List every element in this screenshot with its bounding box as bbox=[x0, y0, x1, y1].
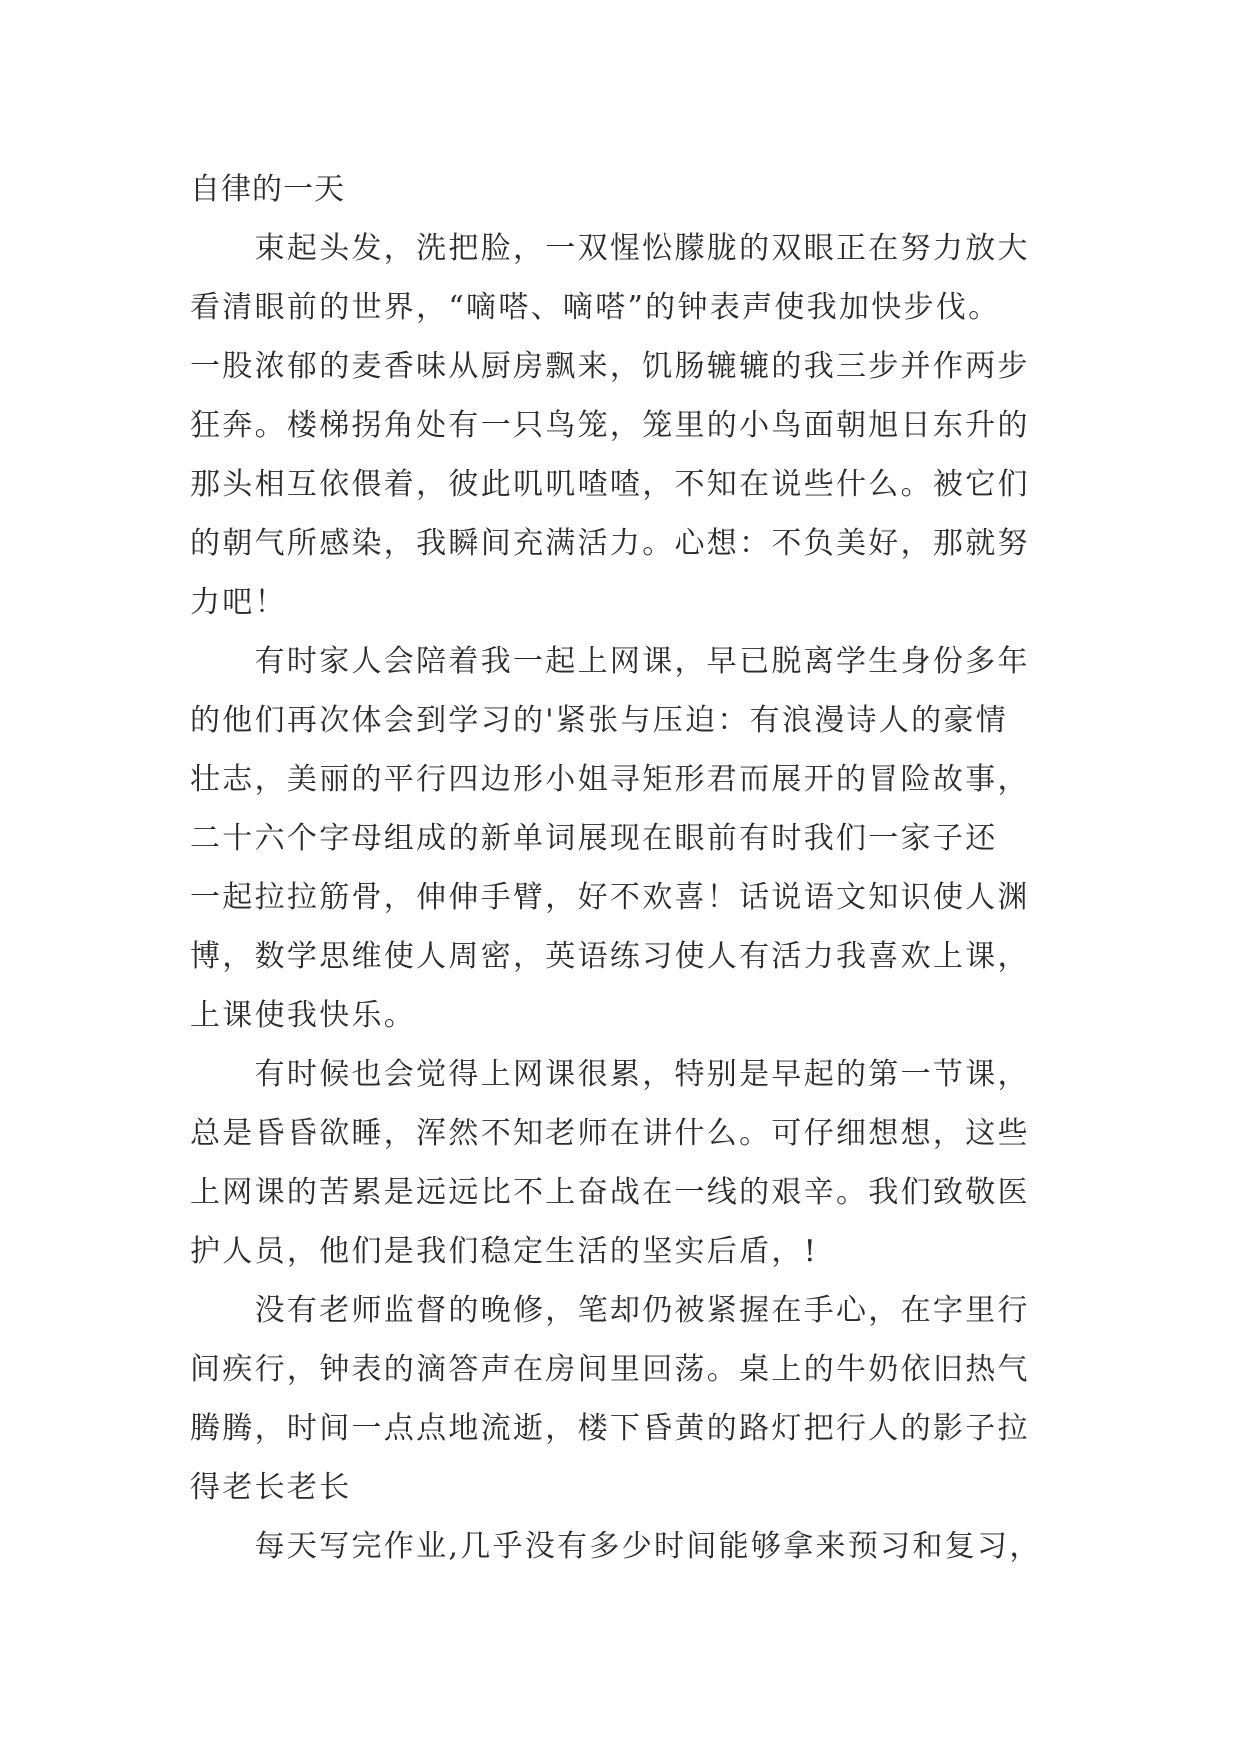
text-line: 腾腾，时间一点点地流逝，楼下昏黄的路灯把行人的影子拉 bbox=[190, 1411, 1030, 1446]
text-line: 总是昏昏欲睡，浑然不知老师在讲什么。可仔细想想，这些 bbox=[190, 1116, 1030, 1151]
text-line: 一起拉拉筋骨，伸伸手臂，好不欢喜！话说语文知识使人渊 bbox=[190, 880, 1030, 915]
essay-title: 自律的一天 bbox=[190, 172, 345, 207]
text-line: 壮志，美丽的平行四边形小姐寻矩形君而展开的冒险故事， bbox=[190, 762, 1030, 797]
text-line: 每天写完作业,几乎没有多少时间能够拿来预习和复习， bbox=[190, 1529, 1042, 1564]
text-line: 间疾行，钟表的滴答声在房间里回荡。桌上的牛奶依旧热气 bbox=[190, 1352, 1030, 1387]
text-line: 一股浓郁的麦香味从厨房飘来，饥肠辘辘的我三步并作两步 bbox=[190, 349, 1030, 384]
text-line: 有时候也会觉得上网课很累，特别是早起的第一节课， bbox=[190, 1057, 1030, 1092]
text-line: 的朝气所感染，我瞬间充满活力。心想：不负美好，那就努 bbox=[190, 526, 1030, 561]
text-line: 那头相互依偎着，彼此叽叽喳喳，不知在说些什么。被它们 bbox=[190, 467, 1030, 502]
text-line: 二十六个字母组成的新单词展现在眼前有时我们一家子还 bbox=[190, 821, 998, 856]
text-line: 上课使我快乐。 bbox=[190, 998, 417, 1033]
text-line: 没有老师监督的晚修，笔却仍被紧握在手心，在字里行 bbox=[190, 1293, 1030, 1328]
text-line: 狂奔。楼梯拐角处有一只鸟笼，笼里的小鸟面朝旭日东升的 bbox=[190, 408, 1030, 443]
text-line: 得老长老长 bbox=[190, 1470, 352, 1505]
text-line: 护人员，他们是我们稳定生活的坚实后盾，! bbox=[190, 1234, 819, 1269]
essay-body bbox=[190, 160, 1050, 1576]
text-line: 上网课的苦累是远远比不上奋战在一线的艰辛。我们致敬医 bbox=[190, 1175, 1030, 1210]
text-line: 博，数学思维使人周密，英语练习使人有活力我喜欢上课， bbox=[190, 939, 1030, 974]
text-line: 力吧！ bbox=[190, 585, 287, 620]
text-line: 的他们再次体会到学习的'紧张与压迫：有浪漫诗人的豪情 bbox=[190, 703, 1009, 738]
text-line: 看清眼前的世界，“嘀嗒、嘀嗒”的钟表声使我加快步伐。 bbox=[190, 290, 1001, 325]
text-line: 有时家人会陪着我一起上网课，早已脱离学生身份多年 bbox=[190, 644, 1030, 679]
text-line: 束起头发，洗把脸，一双惺忪朦胧的双眼正在努力放大 bbox=[190, 231, 1030, 266]
